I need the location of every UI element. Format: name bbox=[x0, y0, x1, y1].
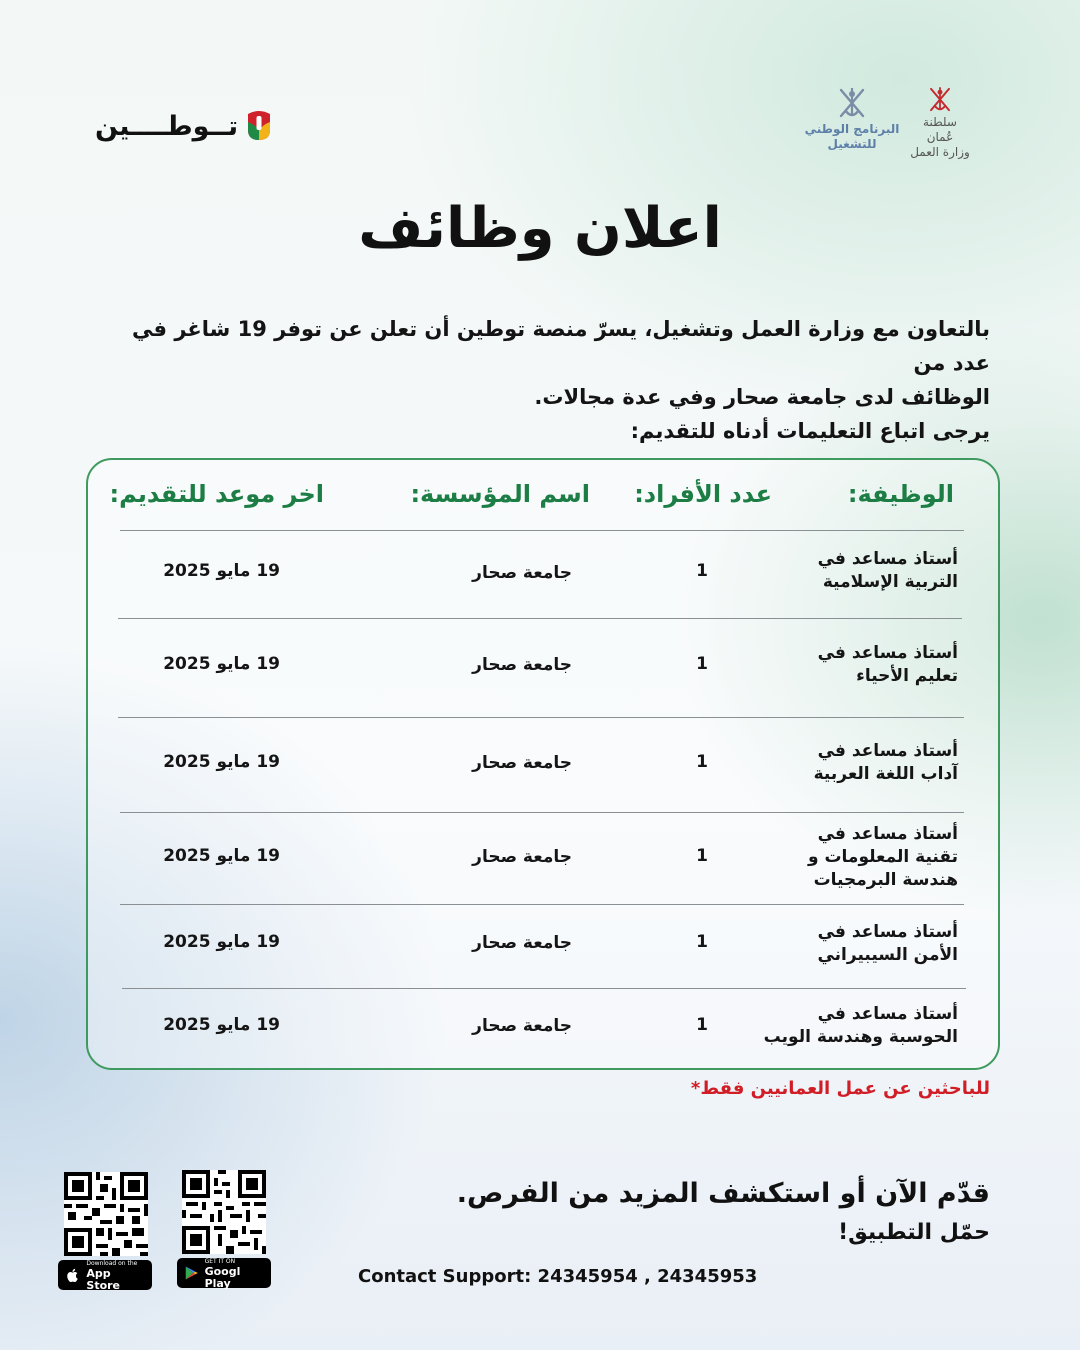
row-divider bbox=[120, 530, 964, 531]
national-employment-program-logo bbox=[802, 84, 902, 160]
vacancy-count: 1 bbox=[696, 654, 708, 674]
vacancy-count: 1 bbox=[696, 846, 708, 866]
job-title: أستاذ مساعد في تقنية المعلومات و هندسة البرمجيات bbox=[807, 824, 958, 890]
app-store-label: App Store bbox=[86, 1266, 121, 1292]
google-play-qr-code[interactable] bbox=[182, 1170, 266, 1254]
program-name-line1: البرنامج الوطني bbox=[804, 122, 900, 136]
contact-support: Contact Support: 24345954 , 24345953 bbox=[358, 1266, 758, 1287]
oman-khanjar-icon bbox=[923, 84, 957, 115]
cta-subtitle: حمّل التطبيق! bbox=[838, 1220, 990, 1245]
tawteen-mark-icon bbox=[244, 110, 274, 142]
header-deadline: اخر موعد للتقديم: bbox=[109, 480, 324, 508]
vacancy-count: 1 bbox=[696, 752, 708, 772]
google-play-icon bbox=[183, 1264, 200, 1282]
deadline-date: 19 مايو 2025 bbox=[163, 654, 280, 674]
header-count: عدد الأفراد: bbox=[634, 480, 772, 508]
row-divider bbox=[120, 812, 964, 813]
app-store-text bbox=[86, 1259, 146, 1292]
program-name-line2: للتشغيل bbox=[827, 137, 877, 151]
google-play-label: Googl Play bbox=[204, 1264, 241, 1290]
intro-paragraph bbox=[100, 312, 990, 448]
jobs-table bbox=[86, 458, 1000, 1070]
eligibility-note: للباحثين عن عمل العمانيين فقط* bbox=[690, 1078, 990, 1099]
organization-name: جامعة صحار bbox=[472, 655, 572, 675]
organization-name: جامعة صحار bbox=[472, 847, 572, 867]
intro-line-3: يرجى اتباع التعليمات أدناه للتقديم: bbox=[630, 419, 990, 443]
vacancy-count: 1 bbox=[696, 1015, 708, 1035]
header-job: الوظيفة: bbox=[847, 480, 954, 508]
cta-title: قدّم الآن أو استكشف المزيد من الفرص. bbox=[456, 1178, 990, 1209]
deadline-date: 19 مايو 2025 bbox=[163, 561, 280, 581]
row-divider bbox=[118, 618, 962, 619]
app-store-badge[interactable] bbox=[58, 1260, 152, 1290]
deadline-date: 19 مايو 2025 bbox=[163, 846, 280, 866]
intro-line-1: بالتعاون مع وزارة العمل وتشغيل، يسرّ منصة توطين أن تعلن عن توفر 19 شاغر في عدد من bbox=[132, 317, 990, 375]
google-play-text bbox=[205, 1257, 265, 1290]
job-title: أستاذ مساعد في الحوسبة وهندسة الويب bbox=[763, 1004, 958, 1047]
ministry-of-labour-logo bbox=[908, 84, 972, 160]
tawteen-logo bbox=[95, 108, 274, 144]
page-title: اعلان وظائف bbox=[358, 196, 722, 261]
google-play-small-label: GET IT ON bbox=[204, 1257, 236, 1265]
ministry-line2: وزارة العمل bbox=[910, 145, 970, 159]
ministry-line1: سلطنة عُمان bbox=[923, 115, 957, 144]
vacancy-count: 1 bbox=[696, 561, 708, 581]
organization-name: جامعة صحار bbox=[472, 753, 572, 773]
job-title: أستاذ مساعد في آداب اللغة العربية bbox=[813, 741, 958, 784]
organization-name: جامعة صحار bbox=[472, 563, 572, 583]
app-store-small-label: Download on the bbox=[86, 1259, 138, 1267]
brand-name: تــوطــــين bbox=[95, 110, 239, 142]
government-logos bbox=[802, 84, 972, 160]
header-organization: اسم المؤسسة: bbox=[410, 480, 590, 508]
oman-emblem-icon bbox=[835, 84, 869, 122]
job-title: أستاذ مساعد في الأمن السيبيراني bbox=[817, 922, 958, 965]
job-title: أستاذ مساعد في تعليم الأحياء bbox=[817, 643, 958, 686]
vacancy-count: 1 bbox=[696, 932, 708, 952]
intro-line-2: الوظائف لدى جامعة صحار وفي عدة مجالات. bbox=[534, 385, 990, 409]
deadline-date: 19 مايو 2025 bbox=[163, 932, 280, 952]
row-divider bbox=[120, 904, 964, 905]
deadline-date: 19 مايو 2025 bbox=[163, 752, 280, 772]
row-divider bbox=[122, 988, 966, 989]
qr-code-icon bbox=[182, 1170, 266, 1254]
organization-name: جامعة صحار bbox=[472, 1016, 572, 1036]
qr-code-icon bbox=[64, 1172, 148, 1256]
job-title: أستاذ مساعد في التربية الإسلامية bbox=[817, 549, 958, 592]
app-store-qr-code[interactable] bbox=[64, 1172, 148, 1256]
apple-icon bbox=[64, 1266, 81, 1284]
row-divider bbox=[118, 717, 964, 718]
organization-name: جامعة صحار bbox=[472, 933, 572, 953]
deadline-date: 19 مايو 2025 bbox=[163, 1015, 280, 1035]
google-play-badge[interactable] bbox=[177, 1258, 271, 1288]
